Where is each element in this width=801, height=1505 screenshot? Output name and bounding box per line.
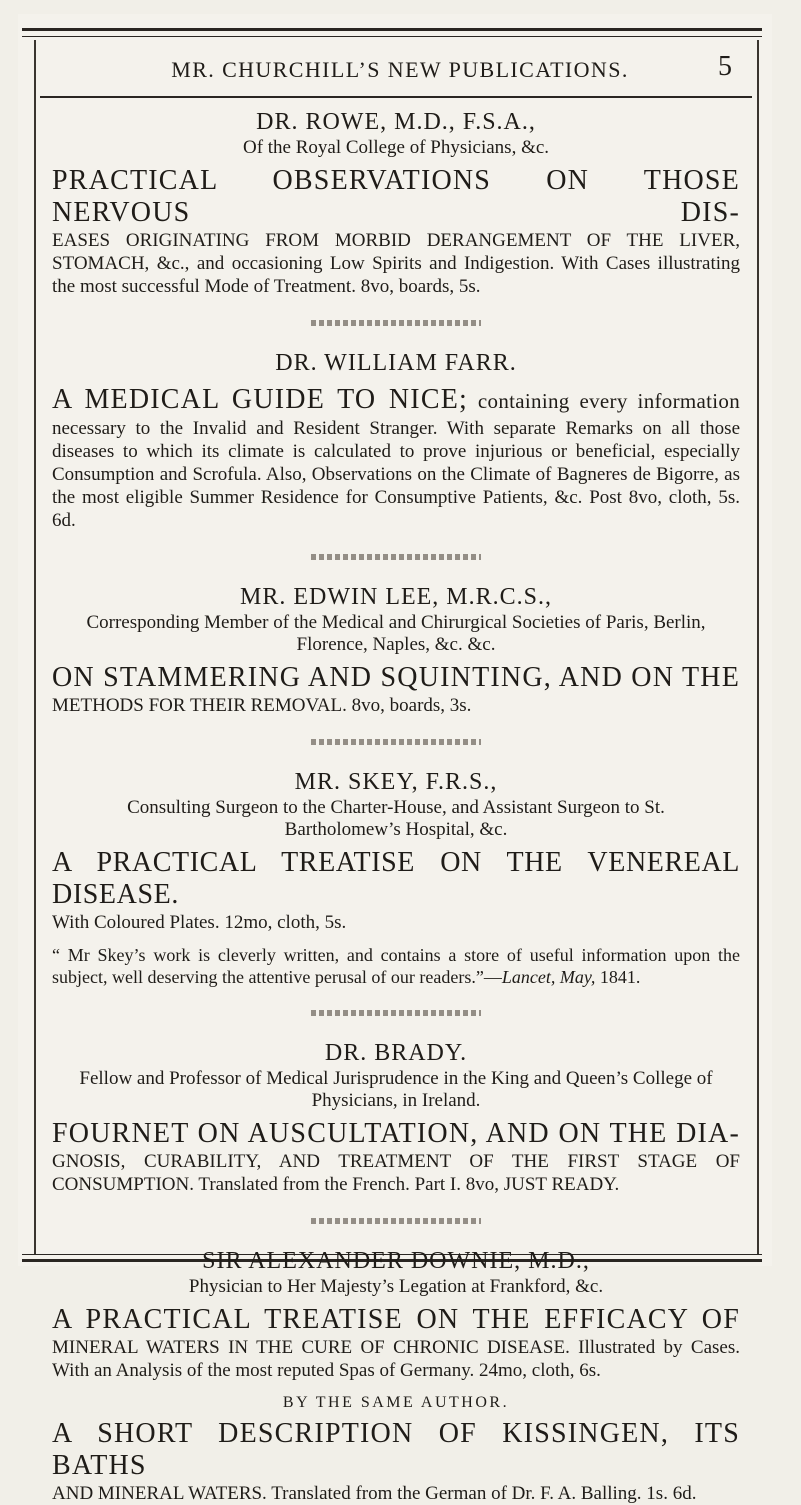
entry-author: MR. SKEY, F.R.S., xyxy=(294,769,498,795)
left-border xyxy=(34,40,36,1255)
entry-affiliation: Consulting Surgeon to the Charter-House, and Assistant Surgeon to St. Bartholomew’s Hospital, &c. xyxy=(127,797,665,840)
right-border xyxy=(757,40,759,1255)
ornamental-divider xyxy=(311,554,481,560)
entry-rowe xyxy=(52,107,740,298)
entry-title-rest: containing every information xyxy=(468,389,740,413)
top-border-thin xyxy=(22,36,762,37)
top-border-thick xyxy=(22,28,762,31)
entry-lee xyxy=(52,582,740,717)
entry-description: GNOSIS, CURABILITY, AND TREATMENT OF THE FIRST STAGE OF CONSUMPTION. Translated from the French. Part I. 8vo, JUST READY. xyxy=(52,1151,740,1195)
entry-description: necessary to the Invalid and Resident Stranger. With separate Remarks on all those diseases to which its climate is calculated to prove injurious or beneficial, especially Consumption and Scrofula. Also, Observations on the Climate of Bagneres de Bigorre, as the most eligible Summer Residence for Consumptive Patients, &c. Post 8vo, cloth, 5s. 6d. xyxy=(52,418,740,531)
entry-description: With Coloured Plates. 12mo, cloth, 5s. xyxy=(52,912,347,933)
entry-title: A PRACTICAL TREATISE ON THE EFFICACY OF xyxy=(52,1304,740,1335)
ornamental-divider xyxy=(311,1010,481,1016)
quote-text: “ Mr Skey’s work is cleverly written, and contains a store of useful information upon the subject, well deserving the attentive perusal of our readers.”— xyxy=(52,945,740,987)
entry-description: EASES ORIGINATING FROM MORBID DERANGEMENT OF THE LIVER, STOMACH, &c., and occasioning Low Spirits and Indigestion. With Cases illustrating the most successful Mode of Treatment. 8vo, boards, 5s. xyxy=(52,230,740,297)
entry-description-second: AND MINERAL WATERS. Translated from the German of Dr. F. A. Balling. 1s. 6d. xyxy=(52,1483,697,1504)
entry-affiliation: Physician to Her Majesty’s Legation at Frankford, &c. xyxy=(188,1276,604,1297)
entry-author: DR. BRADY. xyxy=(324,1040,468,1066)
entry-author: SIR ALEXANDER DOWNIE, M.D., xyxy=(202,1248,590,1274)
ornamental-divider xyxy=(311,739,481,745)
entry-title-second: A SHORT DESCRIPTION OF KISSINGEN, ITS BATHS xyxy=(52,1418,740,1481)
entry-farr xyxy=(52,348,740,532)
quote-source: Lancet, May, xyxy=(501,967,596,987)
entry-downie xyxy=(52,1246,740,1505)
ornamental-divider xyxy=(311,320,481,326)
same-author-subhead: BY THE SAME AUTHOR. xyxy=(282,1394,510,1411)
entry-author: DR. WILLIAM FARR. xyxy=(275,350,517,376)
entry-title: A PRACTICAL TREATISE ON THE VENEREAL DISEASE. xyxy=(52,847,740,910)
page-number: 5 xyxy=(718,51,732,82)
quote-year: 1841. xyxy=(595,967,641,987)
entry-title xyxy=(52,384,740,417)
entry-affiliation: Fellow and Professor of Medical Jurisprudence in the King and Queen’s College of Physicians, in Ireland. xyxy=(79,1068,713,1111)
entry-affiliation: Of the Royal College of Physicians, &c. xyxy=(242,137,550,158)
entry-description: METHODS FOR THEIR REMOVAL. 8vo, boards, 3s. xyxy=(52,695,472,716)
entry-affiliation: Corresponding Member of the Medical and Chirurgical Societies of Paris, Berlin, Florence, Naples, &c. &c. xyxy=(86,612,706,655)
entry-description: MINERAL WATERS IN THE CURE OF CHRONIC DISEASE. Illustrated by Cases. With an Analysis of the most reputed Spas of Germany. 24mo, cloth, 6s. xyxy=(52,1337,740,1381)
entry-author: DR. ROWE, M.D., F.S.A., xyxy=(256,109,536,135)
entry-title: PRACTICAL OBSERVATIONS ON THOSE NERVOUS DIS- xyxy=(52,165,740,228)
advertisement-list xyxy=(52,107,740,1505)
entry-title-lead: A MEDICAL GUIDE TO NICE; xyxy=(52,384,468,415)
entry-title: FOURNET ON AUSCULTATION, AND ON THE DIA- xyxy=(52,1118,740,1149)
entry-title: ON STAMMERING AND SQUINTING, AND ON THE xyxy=(52,662,740,693)
ornamental-divider xyxy=(311,1218,481,1224)
running-head: MR. CHURCHILL’S NEW PUBLICATIONS. xyxy=(171,57,629,82)
entry-author: MR. EDWIN LEE, M.R.C.S., xyxy=(240,584,552,610)
header-rule xyxy=(40,96,752,98)
review-quote xyxy=(52,944,740,988)
entry-skey xyxy=(52,767,740,988)
entry-brady xyxy=(52,1038,740,1196)
